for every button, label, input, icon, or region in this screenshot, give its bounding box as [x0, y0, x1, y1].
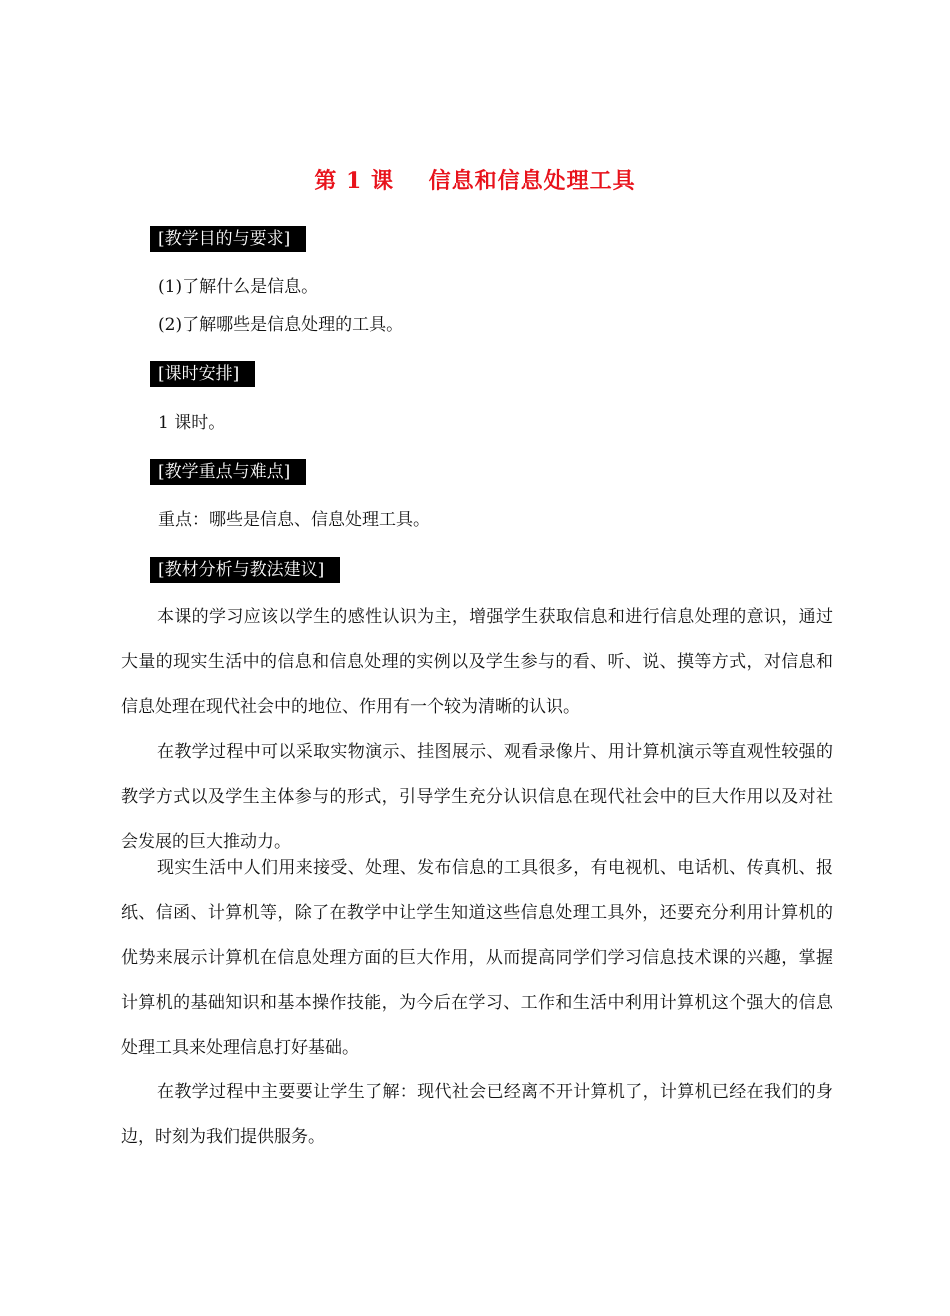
section-heading-key-points: [教学重点与难点]: [150, 459, 306, 485]
goal-item-2: (2)了解哪些是信息处理的工具。: [158, 315, 404, 335]
section-heading-goals: [教学目的与要求]: [150, 226, 306, 252]
schedule-text: 1 课时。: [158, 413, 226, 433]
key-points-text: 重点：哪些是信息、信息处理工具。: [158, 510, 430, 530]
analysis-paragraph-1: 本课的学习应该以学生的感性认识为主，增强学生获取信息和进行信息处理的意识，通过大量的现实生活中的信息和信息处理的实例以及学生参与的看、听、说、摸等方式，对信息和信息处理在现代社会中的地位、作用有一个较为清晰的认识。: [121, 607, 833, 717]
lesson-title: 第 1 课 信息和信息处理工具: [314, 168, 636, 194]
analysis-paragraph-3: 现实生活中人们用来接受、处理、发布信息的工具很多，有电视机、电话机、传真机、报纸、信函、计算机等，除了在教学中让学生知道这些信息处理工具外，还要充分利用计算机的优势来展示计算机在信息处理方面的巨大作用，从而提高同学们学习信息技术课的兴趣，掌握计算机的基础知识和基本操作技能，为今后在学习、工作和生活中利用计算机这个强大的信息处理工具来处理信息打好基础。: [121, 858, 833, 1058]
section-heading-analysis: [教材分析与教法建议]: [150, 557, 340, 583]
analysis-paragraph-2: 在教学过程中可以采取实物演示、挂图展示、观看录像片、用计算机演示等直观性较强的教学方式以及学生主体参与的形式，引导学生充分认识信息在现代社会中的巨大作用以及对社会发展的巨大推动力。: [121, 742, 833, 852]
goal-item-1: (1)了解什么是信息。: [158, 277, 319, 297]
analysis-paragraph-4: 在教学过程中主要要让学生了解：现代社会已经离不开计算机了，计算机已经在我们的身边，时刻为我们提供服务。: [121, 1082, 833, 1147]
section-heading-schedule: [课时安排]: [150, 361, 255, 387]
